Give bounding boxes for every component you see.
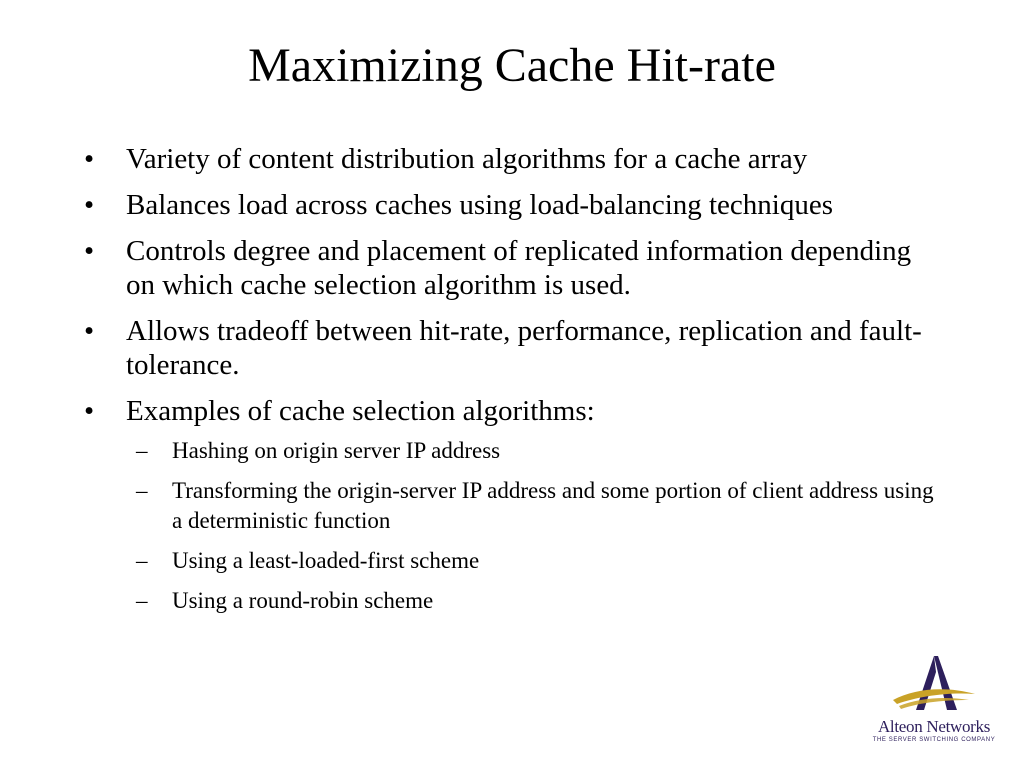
sub-bullet-marker: – [136, 478, 148, 503]
bullet-item [84, 188, 944, 222]
bullet-text: Controls degree and placement of replicated information depending on which cache selection algorithm is used. [126, 235, 912, 301]
sub-bullet-list [126, 436, 944, 616]
sub-bullet-text: Using a round-robin scheme [172, 588, 434, 613]
bullet-marker: • [84, 395, 95, 427]
bullet-item [84, 234, 944, 302]
bullet-text: Examples of cache selection algorithms: [126, 395, 595, 427]
alteon-logo [868, 654, 1000, 754]
sub-bullet-marker: – [136, 548, 148, 573]
bullet-text: Allows tradeoff between hit-rate, performance, replication and fault-tolerance. [126, 315, 922, 381]
sub-bullet-marker: – [136, 588, 148, 613]
bullet-marker: • [84, 143, 95, 175]
bullet-text: Variety of content distribution algorithms for a cache array [126, 143, 808, 175]
sub-bullet-item [126, 586, 944, 616]
logo-name: Alteon Networks [877, 717, 991, 736]
sub-bullet-item [126, 436, 944, 466]
bullet-list [84, 142, 944, 628]
bullet-marker: • [84, 235, 95, 267]
bullet-item [84, 314, 944, 382]
sub-bullet-text: Transforming the origin-server IP address and some portion of client address using a deterministic function [172, 478, 934, 533]
sub-bullet-text: Using a least-loaded-first scheme [172, 548, 480, 573]
slide-title: Maximizing Cache Hit-rate [248, 39, 776, 92]
bullet-marker: • [84, 189, 95, 221]
alteon-a-icon [889, 654, 979, 716]
bullet-item [84, 142, 944, 176]
bullet-text: Balances load across caches using load-balancing techniques [126, 189, 834, 221]
sub-bullet-item [126, 546, 944, 576]
sub-bullet-marker: – [136, 438, 148, 463]
sub-bullet-item [126, 476, 944, 536]
logo-tagline: THE SERVER SWITCHING COMPANY [872, 737, 996, 743]
bullet-marker: • [84, 315, 95, 347]
bullet-item [84, 394, 944, 616]
sub-bullet-text: Hashing on origin server IP address [172, 438, 501, 463]
